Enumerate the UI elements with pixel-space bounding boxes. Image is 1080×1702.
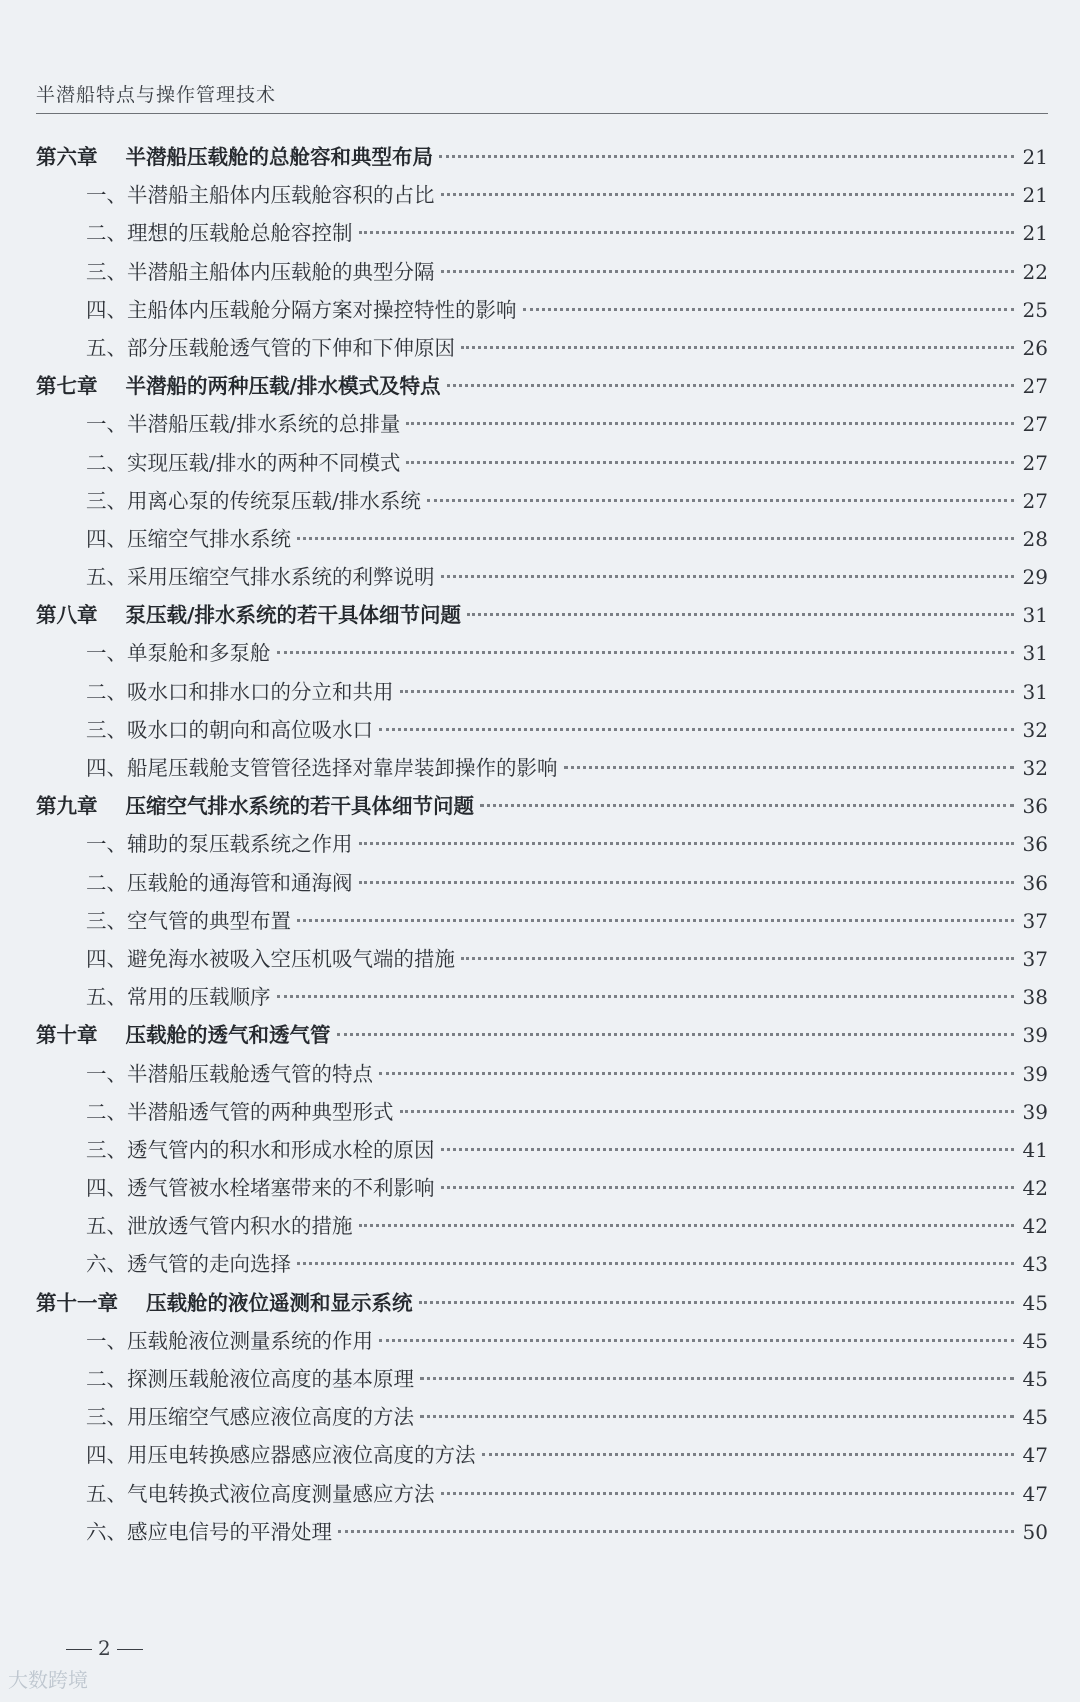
- chapter-number: 第十章: [36, 1023, 98, 1048]
- toc-section-entry: [36, 634, 1048, 672]
- dot-leader: [441, 575, 1015, 578]
- chapter-number: 第六章: [36, 145, 98, 169]
- chapter-title: 半潜船的两种压载/排水模式及特点: [125, 374, 441, 399]
- chapter-title: 压载舱的透气和透气管: [125, 1023, 331, 1048]
- toc-section-entry: [36, 1207, 1048, 1245]
- toc-page-number: 45: [1022, 1367, 1048, 1391]
- section-title: 五、部分压载舱透气管的下伸和下伸原因: [86, 335, 455, 360]
- toc-chapter-entry: [36, 367, 1048, 405]
- dot-leader: [420, 1415, 1014, 1418]
- toc-page-number: 45: [1022, 1290, 1048, 1315]
- toc-page-number: 22: [1022, 259, 1048, 284]
- toc-section-entry: [36, 940, 1048, 978]
- dot-leader: [277, 651, 1015, 654]
- toc-section-entry: [36, 1055, 1048, 1093]
- toc-page-number: 21: [1022, 221, 1048, 246]
- toc-page-number: 47: [1022, 1481, 1048, 1506]
- section-title: 四、用压电转换感应器感应液位高度的方法: [86, 1443, 476, 1468]
- toc-page-number: 25: [1022, 297, 1048, 322]
- dot-leader: [406, 422, 1014, 425]
- folio-dash-left: [66, 1649, 92, 1650]
- toc-section-entry: [36, 864, 1048, 902]
- section-title: 一、辅助的泵压载系统之作用: [86, 832, 353, 857]
- chapter-title: 半潜船压载舱的总舱容和典型布局: [125, 145, 433, 169]
- toc-page-number: 27: [1022, 488, 1048, 513]
- section-title: 五、气电转换式液位高度测量感应方法: [86, 1481, 435, 1506]
- running-head: 半潜船特点与操作管理技术: [36, 84, 277, 106]
- section-title: 二、半潜船透气管的两种典型形式: [86, 1099, 394, 1124]
- section-title: 六、透气管的走向选择: [86, 1252, 291, 1277]
- toc-page-number: 26: [1022, 335, 1048, 360]
- section-title: 三、透气管内的积水和形成水栓的原因: [86, 1137, 435, 1162]
- toc-section-entry: [36, 291, 1048, 329]
- section-title: 二、压载舱的通海管和通海阀: [86, 870, 353, 895]
- chapter-title: 压缩空气排水系统的若干具体细节问题: [125, 794, 474, 819]
- section-title: 四、压缩空气排水系统: [86, 526, 291, 551]
- dot-leader: [441, 1492, 1015, 1495]
- toc-section-entry: [36, 176, 1048, 214]
- toc-section-entry: [36, 711, 1048, 749]
- dot-leader: [441, 1186, 1015, 1189]
- toc-page-number: 43: [1022, 1252, 1048, 1277]
- section-title: 一、半潜船压载/排水系统的总排量: [86, 412, 401, 437]
- dot-leader: [447, 384, 1015, 387]
- page-number: [60, 1636, 149, 1660]
- dot-leader: [441, 1148, 1015, 1151]
- toc-page-number: 37: [1022, 908, 1048, 933]
- section-title: 二、探测压载舱液位高度的基本原理: [86, 1367, 414, 1391]
- toc-section-entry: [36, 214, 1048, 252]
- toc-page-number: 27: [1022, 450, 1048, 475]
- dot-leader: [427, 499, 1014, 502]
- chapter-title: 压载舱的液位遥测和显示系统: [146, 1290, 413, 1315]
- dot-leader: [480, 804, 1014, 807]
- section-title: 三、用压缩空气感应液位高度的方法: [86, 1405, 414, 1430]
- toc-page-number: 32: [1022, 756, 1048, 780]
- section-title: 五、常用的压载顺序: [86, 985, 271, 1010]
- dot-leader: [461, 957, 1014, 960]
- folio-number: 2: [98, 1636, 111, 1660]
- toc-page-number: 27: [1022, 412, 1048, 437]
- dot-leader: [461, 346, 1014, 349]
- toc-section-entry: [36, 1475, 1048, 1513]
- section-title: 二、吸水口和排水口的分立和共用: [86, 679, 394, 704]
- section-title: 一、半潜船压载舱透气管的特点: [86, 1061, 373, 1086]
- section-title: 二、实现压载/排水的两种不同模式: [86, 450, 401, 475]
- toc-page-number: 28: [1022, 526, 1048, 551]
- toc-section-entry: [36, 1093, 1048, 1131]
- dot-leader: [359, 842, 1015, 845]
- toc-section-entry: [36, 253, 1048, 291]
- watermark: 大数跨境: [8, 1668, 88, 1692]
- toc-page-number: 36: [1022, 794, 1048, 819]
- section-title: 三、半潜船主船体内压载舱的典型分隔: [86, 259, 435, 284]
- dot-leader: [379, 1072, 1014, 1075]
- dot-leader: [400, 690, 1015, 693]
- toc-page-number: 39: [1022, 1023, 1048, 1048]
- section-title: 三、吸水口的朝向和高位吸水口: [86, 717, 373, 742]
- toc-section-entry: [36, 825, 1048, 863]
- dot-leader: [467, 613, 1014, 616]
- toc-page-number: 21: [1022, 183, 1048, 208]
- toc-chapter-entry: [36, 596, 1048, 634]
- toc-page-number: 42: [1022, 1214, 1048, 1239]
- dot-leader: [564, 766, 1015, 769]
- chapter-title: 泵压载/排水系统的若干具体细节问题: [125, 603, 461, 628]
- toc-section-entry: [36, 558, 1048, 596]
- toc-page-number: 38: [1022, 985, 1048, 1010]
- dot-leader: [439, 155, 1014, 158]
- toc-page-number: 37: [1022, 946, 1048, 971]
- section-title: 三、用离心泵的传统泵压载/排水系统: [86, 488, 421, 513]
- toc-section-entry: [36, 444, 1048, 482]
- dot-leader: [400, 1110, 1015, 1113]
- toc-chapter-entry: [36, 1016, 1048, 1054]
- toc-page-number: 45: [1022, 1405, 1048, 1430]
- toc-page-number: 47: [1022, 1443, 1048, 1468]
- dot-leader: [277, 995, 1015, 998]
- toc-page-number: 29: [1022, 565, 1048, 590]
- section-title: 二、理想的压载舱总舱容控制: [86, 221, 353, 246]
- dot-leader: [338, 1530, 1014, 1533]
- dot-leader: [359, 881, 1015, 884]
- dot-leader: [441, 270, 1015, 273]
- section-title: 四、透气管被水栓堵塞带来的不利影响: [86, 1176, 435, 1201]
- toc-section-entry: [36, 978, 1048, 1016]
- dot-leader: [441, 193, 1015, 196]
- dot-leader: [523, 308, 1015, 311]
- toc-section-entry: [36, 1513, 1048, 1551]
- toc-section-entry: [36, 1131, 1048, 1169]
- table-of-contents: [36, 138, 1048, 1551]
- toc-section-entry: [36, 673, 1048, 711]
- toc-section-entry: [36, 1436, 1048, 1474]
- toc-page-number: 36: [1022, 870, 1048, 895]
- dot-leader: [406, 461, 1014, 464]
- toc-section-entry: [36, 405, 1048, 443]
- section-title: 三、空气管的典型布置: [86, 908, 291, 933]
- toc-section-entry: [36, 520, 1048, 558]
- toc-page-number: 32: [1022, 717, 1048, 742]
- toc-chapter-entry: [36, 1284, 1048, 1322]
- toc-chapter-entry: [36, 787, 1048, 825]
- section-title: 六、感应电信号的平滑处理: [86, 1519, 332, 1544]
- toc-page-number: 36: [1022, 832, 1048, 857]
- section-title: 一、半潜船主船体内压载舱容积的占比: [86, 183, 435, 208]
- section-title: 四、主船体内压载舱分隔方案对操控特性的影响: [86, 297, 517, 322]
- toc-page-number: 50: [1022, 1519, 1048, 1544]
- toc-section-entry: [36, 1360, 1048, 1398]
- toc-page-number: 39: [1022, 1099, 1048, 1124]
- toc-section-entry: [36, 902, 1048, 940]
- toc-page-number: 31: [1022, 603, 1048, 628]
- toc-page-number: 41: [1022, 1137, 1048, 1162]
- chapter-number: 第十一章: [36, 1290, 118, 1315]
- chapter-number: 第七章: [36, 374, 98, 399]
- dot-leader: [297, 919, 1014, 922]
- dot-leader: [419, 1301, 1015, 1304]
- header-rule: [36, 113, 1048, 114]
- toc-section-entry: [36, 1322, 1048, 1360]
- toc-section-entry: [36, 1169, 1048, 1207]
- toc-section-entry: [36, 1245, 1048, 1283]
- section-title: 四、船尾压载舱支管管径选择对靠岸装卸操作的影响: [86, 756, 558, 780]
- section-title: 四、避免海水被吸入空压机吸气端的措施: [86, 946, 455, 971]
- toc-page-number: 27: [1022, 374, 1048, 399]
- toc-page-number: 31: [1022, 641, 1048, 666]
- toc-chapter-entry: [36, 138, 1048, 176]
- dot-leader: [297, 537, 1014, 540]
- toc-page-number: 21: [1022, 145, 1048, 169]
- toc-section-entry: [36, 749, 1048, 787]
- section-title: 五、泄放透气管内积水的措施: [86, 1214, 353, 1239]
- section-title: 一、单泵舱和多泵舱: [86, 641, 271, 666]
- toc-page-number: 31: [1022, 679, 1048, 704]
- toc-page-number: 45: [1022, 1328, 1048, 1353]
- toc-section-entry: [36, 1398, 1048, 1436]
- section-title: 五、采用压缩空气排水系统的利弊说明: [86, 565, 435, 590]
- chapter-number: 第八章: [36, 603, 98, 628]
- folio-dash-right: [117, 1649, 143, 1650]
- dot-leader: [359, 231, 1015, 234]
- dot-leader: [482, 1453, 1015, 1456]
- dot-leader: [379, 1339, 1014, 1342]
- chapter-number: 第九章: [36, 794, 98, 819]
- dot-leader: [420, 1377, 1014, 1380]
- toc-section-entry: [36, 329, 1048, 367]
- toc-page-number: 39: [1022, 1061, 1048, 1086]
- dot-leader: [359, 1224, 1015, 1227]
- section-title: 一、压载舱液位测量系统的作用: [86, 1328, 373, 1353]
- toc-section-entry: [36, 482, 1048, 520]
- dot-leader: [297, 1262, 1014, 1265]
- dot-leader: [379, 728, 1014, 731]
- toc-page-number: 42: [1022, 1176, 1048, 1201]
- dot-leader: [337, 1033, 1015, 1036]
